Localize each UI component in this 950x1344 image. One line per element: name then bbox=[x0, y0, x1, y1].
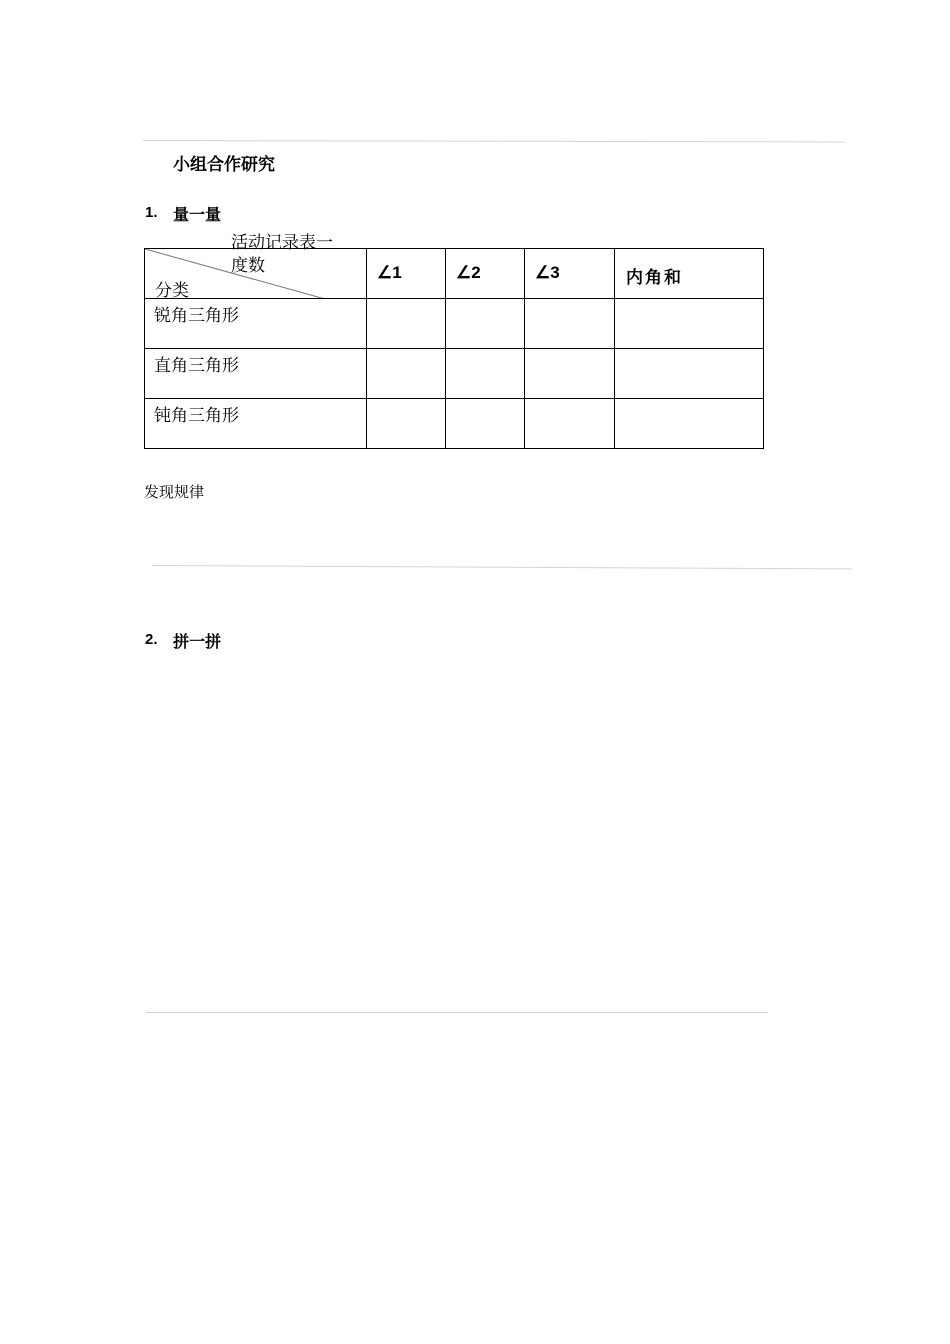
table-cell bbox=[367, 399, 446, 449]
row-label: 钝角三角形 bbox=[154, 406, 239, 426]
table-header-row bbox=[145, 249, 764, 299]
table-cell bbox=[615, 349, 764, 399]
row-label-cell bbox=[145, 299, 367, 349]
row-label: 直角三角形 bbox=[154, 356, 239, 376]
table-cell bbox=[525, 349, 615, 399]
step-2-number: 2. bbox=[145, 631, 158, 648]
step-2-title: 拼一拼 bbox=[173, 632, 222, 651]
table-row bbox=[145, 299, 764, 349]
table-cell bbox=[525, 399, 615, 449]
row-label-cell bbox=[145, 399, 367, 449]
table-cell bbox=[446, 299, 525, 349]
header-label: 内角和 bbox=[626, 268, 683, 288]
corner-bottom-label: 分类 bbox=[155, 281, 189, 299]
table-cell bbox=[615, 399, 764, 449]
header-label: ∠2 bbox=[456, 263, 481, 282]
table-caption: 活动记录表一 bbox=[231, 233, 333, 253]
row-label-cell bbox=[145, 349, 367, 399]
table-cell bbox=[367, 349, 446, 399]
header-label: ∠3 bbox=[535, 263, 560, 282]
middle-divider bbox=[152, 565, 852, 569]
section-title: 小组合作研究 bbox=[173, 155, 275, 175]
table-corner-cell bbox=[145, 249, 367, 299]
corner-top-label: 度数 bbox=[231, 256, 265, 276]
bottom-divider bbox=[146, 1012, 768, 1013]
header-angle-2 bbox=[446, 249, 525, 299]
header-angle-3 bbox=[525, 249, 615, 299]
top-divider bbox=[143, 140, 845, 142]
step-1-number: 1. bbox=[145, 204, 158, 221]
table-row bbox=[145, 349, 764, 399]
finding-label: 发现规律 bbox=[144, 483, 205, 501]
table-cell bbox=[446, 399, 525, 449]
row-label: 锐角三角形 bbox=[154, 306, 239, 326]
table-cell bbox=[367, 299, 446, 349]
table-cell bbox=[446, 349, 525, 399]
table-row bbox=[145, 399, 764, 449]
activity-record-table bbox=[144, 248, 764, 449]
table-cell bbox=[615, 299, 764, 349]
header-angle-sum bbox=[615, 249, 764, 299]
header-label: ∠1 bbox=[377, 263, 402, 282]
step-1-title: 量一量 bbox=[173, 205, 222, 224]
header-angle-1 bbox=[367, 249, 446, 299]
table-cell bbox=[525, 299, 615, 349]
